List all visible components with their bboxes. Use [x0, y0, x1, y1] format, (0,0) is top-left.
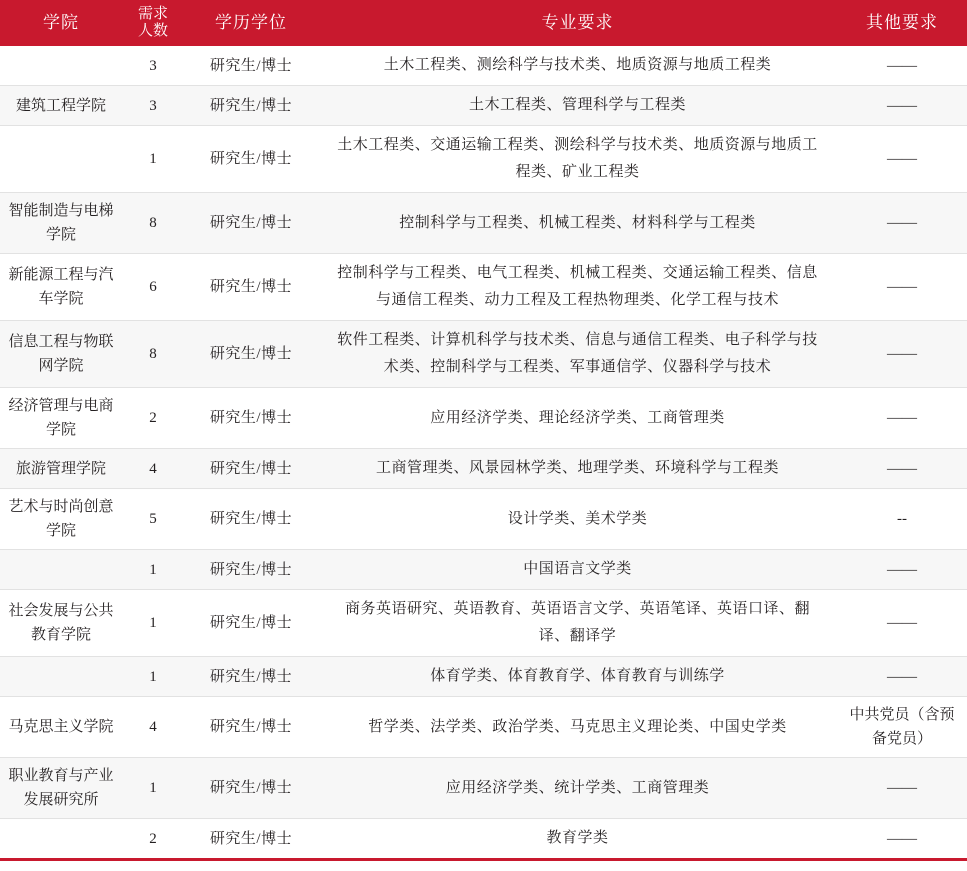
cell-college [0, 657, 122, 697]
cell-other: —— [887, 830, 917, 847]
cell-major: 土木工程类、管理科学与工程类 [318, 86, 837, 126]
cell-count: 5 [122, 489, 184, 550]
column-header-count [122, 0, 184, 46]
cell-degree: 研究生/博士 [184, 449, 318, 489]
cell-college: 马克思主义学院 [0, 697, 122, 758]
table-row [0, 758, 967, 819]
column-header-degree: 学历学位 [184, 0, 318, 46]
cell-other: —— [837, 46, 967, 86]
cell-degree: 研究生/博士 [184, 46, 318, 86]
cell-degree: 研究生/博士 [184, 254, 318, 321]
cell-other: —— [837, 86, 967, 126]
cell-count: 8 [122, 193, 184, 254]
cell-other: —— [837, 321, 967, 388]
cell-college: 信息工程与物联网学院 [0, 321, 122, 388]
cell-degree: 研究生/博士 [184, 489, 318, 550]
table-bottom-rule [0, 858, 967, 861]
table-row [0, 321, 967, 388]
cell-major: 土木工程类、交通运输工程类、测绘科学与技术类、地质资源与地质工程类、矿业工程类 [318, 126, 837, 193]
cell-college: 职业教育与产业发展研究所 [0, 758, 122, 819]
cell-major: 软件工程类、计算机科学与技术类、信息与通信工程类、电子科学与技术类、控制科学与工程类、军事通信学、仪器科学与技术 [318, 321, 837, 388]
column-header-count-line2: 人数 [137, 23, 168, 39]
column-header-major: 专业要求 [318, 0, 837, 46]
cell-degree: 研究生/博士 [209, 830, 293, 847]
table-row [0, 388, 967, 449]
cell-other: —— [837, 758, 967, 819]
cell-degree: 研究生/博士 [184, 590, 318, 657]
cell-other: —— [837, 590, 967, 657]
cell-count: 1 [122, 758, 184, 819]
cell-major: 设计学类、美术学类 [318, 489, 837, 550]
cell-college: 社会发展与公共教育学院 [0, 590, 122, 657]
cell-major: 应用经济学类、统计学类、工商管理类 [318, 758, 837, 819]
cell-major: 土木工程类、测绘科学与技术类、地质资源与地质工程类 [318, 46, 837, 86]
table-row [0, 449, 967, 489]
cell-college: 智能制造与电梯学院 [0, 193, 122, 254]
cell-count: 1 [122, 550, 184, 590]
cell-major: 控制科学与工程类、机械工程类、材料科学与工程类 [318, 193, 837, 254]
cell-other: -- [837, 489, 967, 550]
table-row [0, 590, 967, 657]
cell-degree: 研究生/博士 [184, 388, 318, 449]
table-row [0, 254, 967, 321]
cell-other: —— [837, 449, 967, 489]
cell-count: 1 [122, 590, 184, 657]
cell-degree: 研究生/博士 [184, 697, 318, 758]
cell-college [0, 819, 122, 859]
cell-major: 教育学类 [546, 830, 609, 846]
cell-other: 中共党员（含预备党员） [837, 697, 967, 758]
cell-count: 8 [122, 321, 184, 388]
cell-degree: 研究生/博士 [184, 550, 318, 590]
table-row [0, 819, 967, 859]
header-row [0, 0, 967, 46]
cell-college [0, 46, 122, 86]
cell-count: 4 [122, 449, 184, 489]
column-header-college: 学院 [0, 0, 122, 46]
cell-count: 3 [122, 46, 184, 86]
table-header [0, 0, 967, 46]
table-row [0, 193, 967, 254]
cell-college: 新能源工程与汽车学院 [0, 254, 122, 321]
cell-college [0, 550, 122, 590]
table-row [0, 86, 967, 126]
cell-major: 工商管理类、风景园林学类、地理学类、环境科学与工程类 [318, 449, 837, 489]
table-row [0, 126, 967, 193]
cell-count: 3 [122, 86, 184, 126]
cell-other: —— [837, 657, 967, 697]
cell-degree: 研究生/博士 [184, 321, 318, 388]
table-body [0, 46, 967, 858]
cell-college: 旅游管理学院 [0, 449, 122, 489]
cell-other: —— [837, 254, 967, 321]
cell-other: —— [837, 550, 967, 590]
cell-major: 体育学类、体育教育学、体育教育与训练学 [318, 657, 837, 697]
cell-other: —— [837, 193, 967, 254]
cell-count: 1 [122, 126, 184, 193]
cell-major: 哲学类、法学类、政治学类、马克思主义理论类、中国史学类 [318, 697, 837, 758]
cell-major: 应用经济学类、理论经济学类、工商管理类 [318, 388, 837, 449]
column-header-other: 其他要求 [837, 0, 967, 46]
cell-count: 1 [122, 657, 184, 697]
table-row [0, 697, 967, 758]
column-header-count-line1: 需求 [137, 6, 168, 22]
cell-count: 6 [122, 254, 184, 321]
cell-college: 经济管理与电商学院 [0, 388, 122, 449]
cell-major: 商务英语研究、英语教育、英语语言文学、英语笔译、英语口译、翻译、翻译学 [318, 590, 837, 657]
cell-major: 中国语言文学类 [318, 550, 837, 590]
cell-count: 4 [122, 697, 184, 758]
cell-degree: 研究生/博士 [184, 193, 318, 254]
cell-college [0, 126, 122, 193]
cell-major: 控制科学与工程类、电气工程类、机械工程类、交通运输工程类、信息与通信工程类、动力工程及工程热物理类、化学工程与技术 [318, 254, 837, 321]
cell-count: 2 [149, 830, 157, 847]
cell-count: 2 [122, 388, 184, 449]
table-row [0, 550, 967, 590]
cell-degree: 研究生/博士 [184, 126, 318, 193]
table-row [0, 46, 967, 86]
cell-degree: 研究生/博士 [184, 657, 318, 697]
table-row [0, 489, 967, 550]
table-row [0, 657, 967, 697]
cell-degree: 研究生/博士 [184, 758, 318, 819]
cell-other: —— [837, 388, 967, 449]
cell-other: —— [837, 126, 967, 193]
cell-college: 艺术与时尚创意学院 [0, 489, 122, 550]
cell-college: 建筑工程学院 [0, 86, 122, 126]
cell-degree: 研究生/博士 [184, 86, 318, 126]
